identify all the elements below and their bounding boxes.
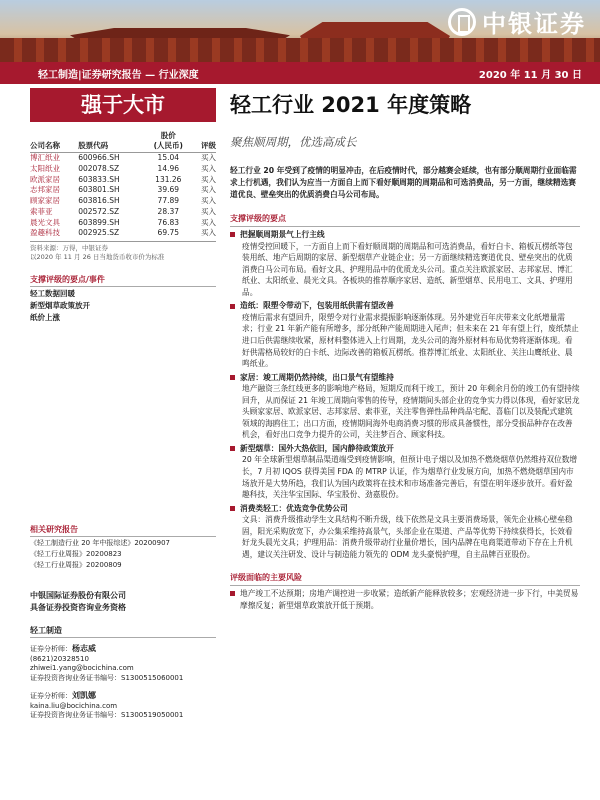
- company-name-cell: 索菲亚: [30, 206, 53, 216]
- point-item: [230, 372, 580, 441]
- rating-cell: 买入: [201, 217, 216, 227]
- table-row: [30, 185, 216, 196]
- point-body: 文具：消费升级推动学生文具结构不断升级，线下依然是文具主要消费场景，领先企业核心壁垒稳固，阳光采购放宽下，办公集采维持高景气，头部企业在渠道、产品等优势下持续获得长，长效看好龙头晨光文具；护理用品：消费升级带动行业量价增长，国内品牌在电商渠道带动下存在上升机遇，建议关注研发、设计与制造能力领先的 ODM 龙头豪悦护理，自主品牌百亚股份。: [242, 515, 573, 559]
- point-heading: 新型烟草：国外大热依旧，国内静待政策放开: [240, 443, 394, 453]
- source-note: 资料来源：万得，中银证券: [30, 243, 108, 252]
- point-body: 地产融资三条红线更多的影响地产格局，短期反而利于竣工，预计 20 年剩余月份的竣工仍有望持续回升，从而保证 21 年竣工周期向零售的传导，疫情期间头部企业的竞争实力得以体现，看好家居龙头顾家家居、欧派家居、志邦家居、索菲亚，关注零售弹性品种尚品宅配、喜临门以及装配式建筑领域的海鸥住工；出口方面，疫情期间海外电商消费习惯的形成具备惯性，部分受损品种存在改善机会，看好出口竞争力提升的公司，关注梦百合、顾家科技。: [242, 384, 580, 440]
- price-cell: 69.75: [157, 228, 180, 238]
- point-body: 20 年全球新型烟草制品渠道端受到疫情影响，但预计电子烟以及加热不燃烧烟草仍然维持双位数增长，7 月初 IQOS 获得美国 FDA 的 MTRP 认证，作为烟草行业发展方向，加热不燃烧烟草国内市场放开是大势所趋，我们认为国内政策将在技术和市场准备完善后，有望在明年逐步放开。看好盈趣科技，关注华宝国际、华宝股份、劲嘉股份。: [242, 455, 578, 500]
- rating-tag: 强于大市: [30, 88, 216, 122]
- table-row: [30, 228, 216, 239]
- bullet-icon: [230, 446, 235, 451]
- page-subtitle: 聚焦顺周期，优选高成长: [230, 135, 357, 149]
- report-date: 2020 年 11 月 30 日: [478, 69, 582, 81]
- page-title: 轻工行业 2021 年度策略: [230, 93, 472, 117]
- rating-cell: 买入: [201, 185, 216, 195]
- company-name-cell: 晨光文具: [30, 217, 60, 227]
- analyst-phone: (8621)20328510: [30, 654, 89, 663]
- stock-code-cell: 603801.SH: [78, 185, 120, 195]
- main-content: [230, 88, 580, 611]
- firm-name: 中银国际证券股份有限公司: [30, 591, 126, 601]
- point-body: 疫情后需求有望回升，限塑令对行业需求提振影响逐渐体现。另外建党百年庆带来文化纸增量需求；行业 21 年新产能有所增多，部分纸种产能周期进入尾声；但未来在 21 年有望上行，废纸禁止进口后供需继续收紧，原材料整体进入上行周期，龙头公司的海外原材料布局优势将逐渐体现。看好供需格局较好的白卡纸、边际改善的箱板瓦楞纸。推荐博汇纸业、太阳纸业、关注山鹰纸业、晨鸣纸业。: [242, 312, 579, 369]
- company-name-cell: 欧派家居: [30, 174, 60, 184]
- analyst-role: 证券分析师：: [30, 644, 72, 653]
- table-row: [30, 163, 216, 174]
- company-name-cell: 博汇纸业: [30, 153, 60, 162]
- point-body: 疫情受控回暖下，一方面自上而下看好顺周期的周期品和可选消费品，看好白卡、箱板瓦楞纸等包装用纸、地产后周期的家居、新型烟草产业链企业；另一方面继续精选赛道优良、壁垒突出的优质消费白马公司布局。看好文具、护理用品中的优质龙头公司。重点关注欧派家居、志邦家居、博汇纸业、太阳纸业、晨光文具。各板块的推荐顺序家居、造纸、新型烟草、民用电工、文具、护理用品。: [242, 241, 573, 297]
- point-heading: 消费类轻工：优选竞争优势公司: [240, 503, 348, 513]
- stock-table-header: [30, 130, 216, 152]
- price-cell: 28.37: [157, 206, 180, 216]
- analyst-card: [30, 691, 216, 721]
- related-reports-header: 相关研究报告: [30, 525, 216, 537]
- company-name-cell: 盈趣科技: [30, 228, 60, 238]
- price-cell: 14.96: [157, 163, 180, 173]
- price-cell: 15.04: [157, 153, 180, 162]
- price-cell: 131.26: [155, 174, 182, 184]
- report-header-bar: [0, 62, 600, 84]
- rating-cell: 买入: [201, 153, 216, 162]
- stock-code-cell: 603833.SH: [78, 174, 120, 184]
- company-name-cell: 太阳纸业: [30, 163, 60, 173]
- col-company: 公司名称: [30, 130, 78, 152]
- bullet-icon: [230, 591, 235, 596]
- risk-item: [230, 588, 580, 611]
- analyst-cert: 证券投资咨询业务证书编号：S1300519050001: [30, 711, 184, 720]
- price-cell: 77.89: [157, 196, 180, 205]
- related-report-link[interactable]: 《轻工制造行业 20 年中报综述》20200907: [30, 539, 170, 548]
- rating-cell: 买入: [201, 228, 216, 238]
- point-item: [230, 300, 580, 369]
- analyst-name: 杨志威: [72, 643, 96, 653]
- logo-text: 中银证券: [482, 10, 586, 38]
- rating-cell: 买入: [201, 196, 216, 205]
- table-source-note: [30, 241, 216, 264]
- analyst-name: 刘凯娜: [72, 691, 96, 700]
- analyst-email[interactable]: kaina.liu@bocichina.com: [30, 701, 118, 710]
- price-basis-note: 以2020 年 11 月 26 日当地货币收市价为标准: [30, 253, 165, 262]
- analyst-cert: 证券投资咨询业务证书编号：S1300515060001: [30, 673, 184, 682]
- rating-cell: 买入: [201, 174, 216, 184]
- point-heading: 造纸：限塑令带动下，包装用纸供需有望改善: [240, 301, 394, 311]
- stock-code-cell: 600966.SH: [78, 153, 120, 162]
- boc-logo-icon: [448, 8, 476, 36]
- stock-code-cell: 002078.SZ: [78, 163, 120, 173]
- col-rating: 评级: [192, 130, 216, 152]
- point-heading: 家居：竣工周期仍然持续，出口景气有望维持: [240, 372, 394, 382]
- point-item: [230, 443, 580, 501]
- points-list: [230, 229, 580, 560]
- point-item: [230, 229, 580, 298]
- table-row: [30, 152, 216, 163]
- table-row: [30, 217, 216, 228]
- col-code: 股票代码: [78, 130, 145, 152]
- risk-text: 地产竣工不达预期；房地产调控进一步收紧；造纸新产能释放较多；宏观经济进一步下行，中美贸易摩擦反复；新型烟草政策放开低于预期。: [240, 589, 579, 610]
- bullet-icon: [230, 506, 235, 511]
- table-row: [30, 206, 216, 217]
- related-report-link[interactable]: 《轻工行业周报》20200823: [30, 550, 122, 559]
- price-cell: 39.69: [157, 185, 180, 195]
- risk-header: 评级面临的主要风险: [230, 572, 580, 586]
- stock-code-cell: 603816.SH: [78, 196, 120, 205]
- event-item: 轻工数据回暖: [30, 289, 75, 299]
- col-price: 股价 (人民币): [145, 130, 192, 152]
- table-row: [30, 174, 216, 185]
- event-item: 新型烟草政策放开: [30, 301, 90, 311]
- firm-qualification: 具备证券投资咨询业务资格: [30, 602, 126, 612]
- points-header: 支撑评级的要点: [230, 213, 580, 227]
- analyst-email[interactable]: zhiwei1.yang@bocichina.com: [30, 664, 134, 673]
- analyst-role: 证券分析师：: [30, 692, 72, 700]
- bullet-icon: [230, 232, 235, 237]
- breadcrumb: 轻工制造|证券研究报告 — 行业深度: [38, 69, 199, 81]
- industry-label: 轻工制造: [30, 626, 216, 638]
- stock-code-cell: 603899.SH: [78, 217, 120, 227]
- stock-code-cell: 002572.SZ: [78, 206, 120, 216]
- point-item: [230, 503, 580, 561]
- stock-table: [30, 130, 216, 239]
- company-name-cell: 顾家家居: [30, 196, 60, 205]
- point-heading: 把握顺周期景气上行主线: [240, 230, 325, 240]
- rating-cell: 买入: [201, 206, 216, 216]
- intro-paragraph: 轻工行业 20 年受到了疫情的明显冲击，在后疫情时代，部分越赛会延续，也有部分顺周期行业面临需求上行机遇，我们认为应当一方面自上而下看好顺周期的周期品和可选消费品，另一方面，继续精选赛道优良、壁垒突出的优质消费白马公司布局。: [230, 166, 577, 200]
- table-row: [30, 196, 216, 207]
- header-banner: [0, 0, 600, 62]
- sidebar: [30, 88, 216, 721]
- analyst-card: [30, 644, 216, 683]
- stock-code-cell: 002925.SZ: [78, 228, 120, 238]
- company-name-cell: 志邦家居: [30, 185, 60, 195]
- price-cell: 76.83: [157, 217, 180, 227]
- related-report-link[interactable]: 《轻工行业周报》20200809: [30, 561, 122, 570]
- rating-cell: 买入: [201, 163, 216, 173]
- palace-wall-graphic: [0, 38, 600, 62]
- rating-points-header: 支撑评级的要点/事件: [30, 275, 216, 287]
- bullet-icon: [230, 375, 235, 380]
- bullet-icon: [230, 304, 235, 309]
- event-item: 纸价上涨: [30, 312, 60, 322]
- company-logo: [448, 4, 586, 39]
